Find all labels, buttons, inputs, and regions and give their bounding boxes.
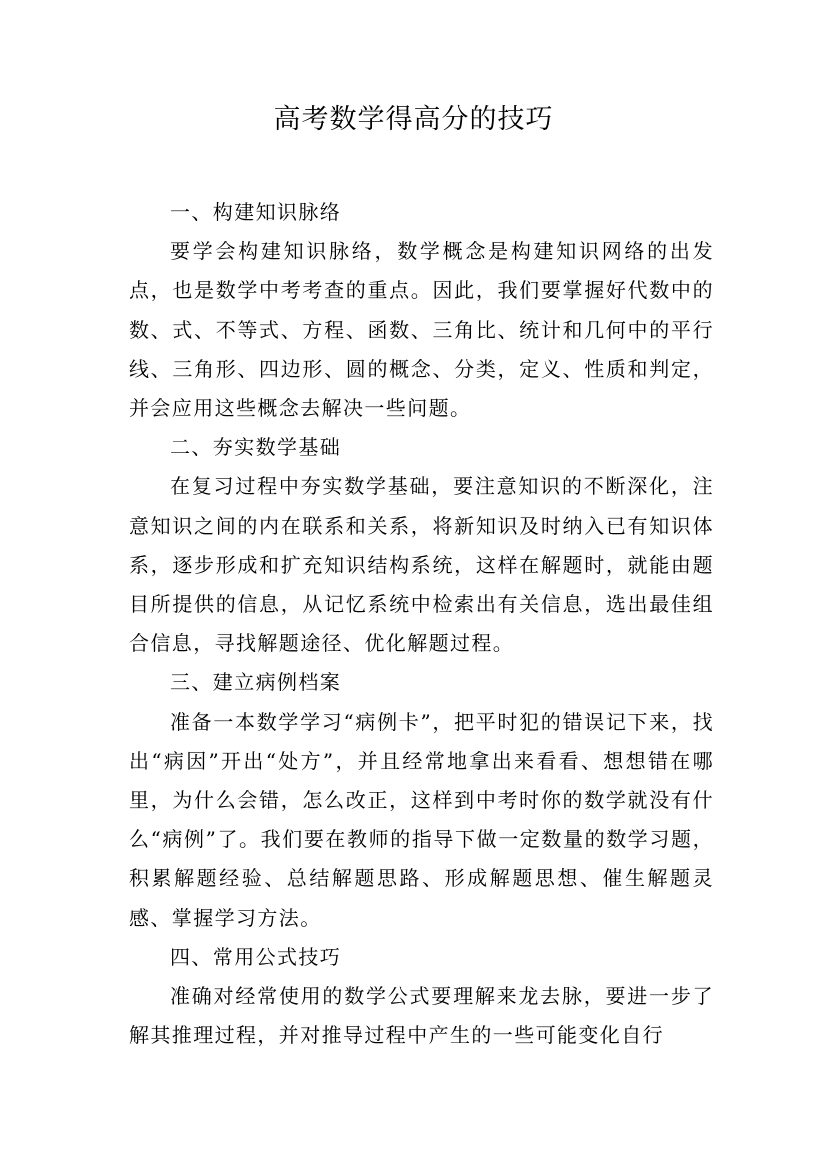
document-title: 高考数学得高分的技巧 bbox=[273, 104, 554, 135]
section-heading-3: 三、建立病例档案 bbox=[170, 670, 342, 695]
section-paragraph-2: 在复习过程中夯实数学基础，要注意知识的不断深化，注意知识之间的内在联系和关系，将新知识及时纳入已有知识体系，逐步形成和扩充知识结构系统，这样在解题时，就能由题目所提供的信息，从记忆系统中检索出有关信息，选出最佳组合信息，寻找解题途径、优化解题过程。 bbox=[129, 474, 714, 656]
section-paragraph-1: 要学会构建知识脉络，数学概念是构建知识网络的出发点，也是数学中考考查的重点。因此，我们要掌握好代数中的数、式、不等式、方程、函数、三角比、统计和几何中的平行线、三角形、四边形、圆的概念、分类，定义、性质和判定，并会应用这些概念去解决一些问题。 bbox=[129, 239, 714, 421]
section-heading-2: 二、夯实数学基础 bbox=[170, 435, 342, 460]
section-paragraph-4: 准确对经常使用的数学公式要理解来龙去脉，要进一步了解其推理过程，并对推导过程中产生的一些可能变化自行 bbox=[129, 984, 714, 1048]
section-paragraph-3: 准备一本数学学习“病例卡”，把平时犯的错误记下来，找出“病因”开出“处方”，并且经常地拿出来看看、想想错在哪里，为什么会错，怎么改正，这样到中考时你的数学就没有什么“病例”了。我们要在教师的指导下做一定数量的数学习题，积累解题经验、总结解题思路、形成解题思想、催生解题灵感、掌握学习方法。 bbox=[129, 709, 714, 930]
section-heading-4: 四、常用公式技巧 bbox=[170, 944, 342, 969]
document-body bbox=[129, 193, 714, 1055]
section-heading-1: 一、构建知识脉络 bbox=[170, 200, 342, 224]
